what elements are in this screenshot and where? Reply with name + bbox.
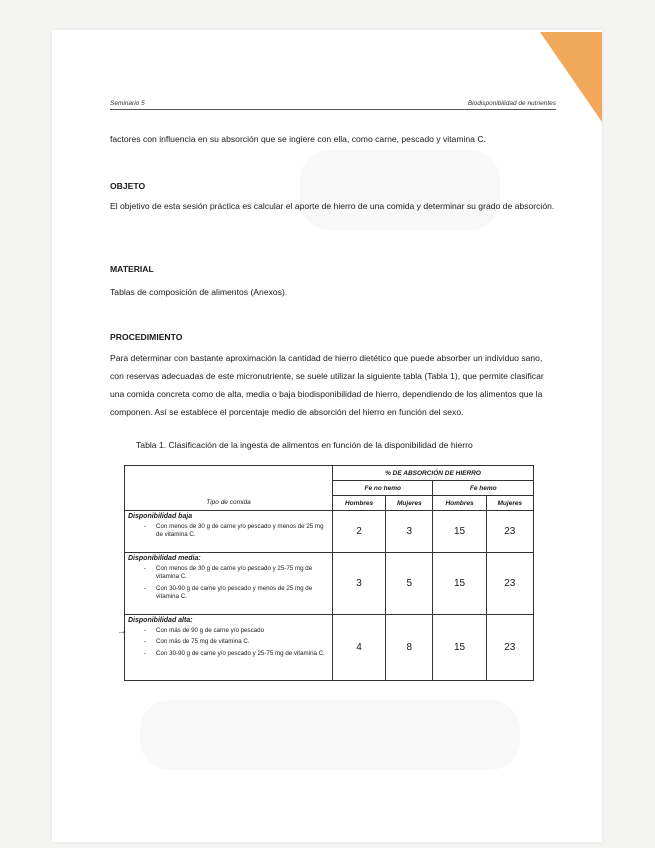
value-cell: 8 [386,615,433,681]
criterion-item: - Con más de 90 g de carne y/o pescado [144,627,329,635]
table-row [125,553,534,615]
handwritten-arrow-icon: → [117,626,127,637]
value-cell: 23 [486,511,533,553]
criterion-item: - Con 30-90 g de carne y/o pescado y menos de 25 mg de vitamina C. [144,585,329,602]
value-cell: 5 [386,553,433,615]
scan-smudge [140,700,520,770]
header-fe-hemo: Fe hemo [433,481,534,496]
running-header [110,100,556,110]
absorption-table [124,465,534,681]
header-mujeres: Mujeres [386,496,433,511]
header-tipo-comida: Tipo de comida [125,496,333,511]
table-corner-cell [125,481,333,496]
value-cell: 23 [486,553,533,615]
table-corner-cell [125,466,333,481]
material-paragraph: Tablas de composición de alimentos (Anexos). [110,287,288,297]
table-caption: Tabla 1. Clasificación de la ingesta de alimentos en función de la disponibilidad de hierro [136,440,473,450]
header-right: Biodisponibilidad de nutrientes [467,100,556,107]
header-left: Seminario 5 [110,100,145,107]
criterion-item: - Con menos de 30 g de carne y/o pescado y 25-75 mg de vitamina C. [144,565,329,582]
value-cell: 2 [333,511,386,553]
intro-paragraph: factores con influencia en su absorción que se ingiere con ella, como carne, pescado y vitamina C. [110,134,486,144]
objeto-paragraph: El objetivo de esta sesión práctica es calcular el aporte de hierro de una comida y determinar su grado de absorción. [110,201,555,211]
category-title: Disponibilidad media: [128,555,201,562]
header-hombres: Hombres [433,496,486,511]
heading-material: MATERIAL [110,264,154,274]
row-category [125,615,333,681]
table-row [125,511,534,553]
table-row [125,615,534,681]
header-mujeres: Mujeres [486,496,533,511]
row-category [125,553,333,615]
heading-objeto: OBJETO [110,181,146,191]
category-title: Disponibilidad alta: [128,617,193,624]
value-cell: 15 [433,615,486,681]
value-cell: 3 [333,553,386,615]
value-cell: 23 [486,615,533,681]
criterion-item: - Con 30-90 g de carne y/o pescado y 25-75 mg de vitamina C. [144,650,329,658]
header-hombres: Hombres [333,496,386,511]
value-cell: 3 [386,511,433,553]
header-fe-no-hemo: Fe no hemo [333,481,433,496]
value-cell: 15 [433,553,486,615]
value-cell: 4 [333,615,386,681]
table-main-header: % DE ABSORCIÓN DE HIERRO [333,466,534,481]
value-cell: 15 [433,511,486,553]
procedimiento-paragraph: Para determinar con bastante aproximación la cantidad de hierro dietético que puede absorber un individuo sano, con reservas adecuadas de este micronutriente, se suele utilizar la siguiente tabla (Tabla 1), que permite clasificar una comida concreta como de alta, media o baja biodisponibilidad de hierro, dependiendo de los alimentos que la componen. Así se establece el porcentaje medio de absorción del hierro en función del sexo. [110,353,544,417]
category-title: Disponibilidad baja [128,513,193,520]
criterion-item: - Con más de 75 mg de vitamina C. [144,638,329,646]
criterion-item: - Con menos de 30 g de carne y/o pescado y menos de 25 mg de vitamina C. [144,523,329,540]
scan-smudge [300,150,500,230]
row-category [125,511,333,553]
heading-procedimiento: PROCEDIMIENTO [110,332,183,342]
